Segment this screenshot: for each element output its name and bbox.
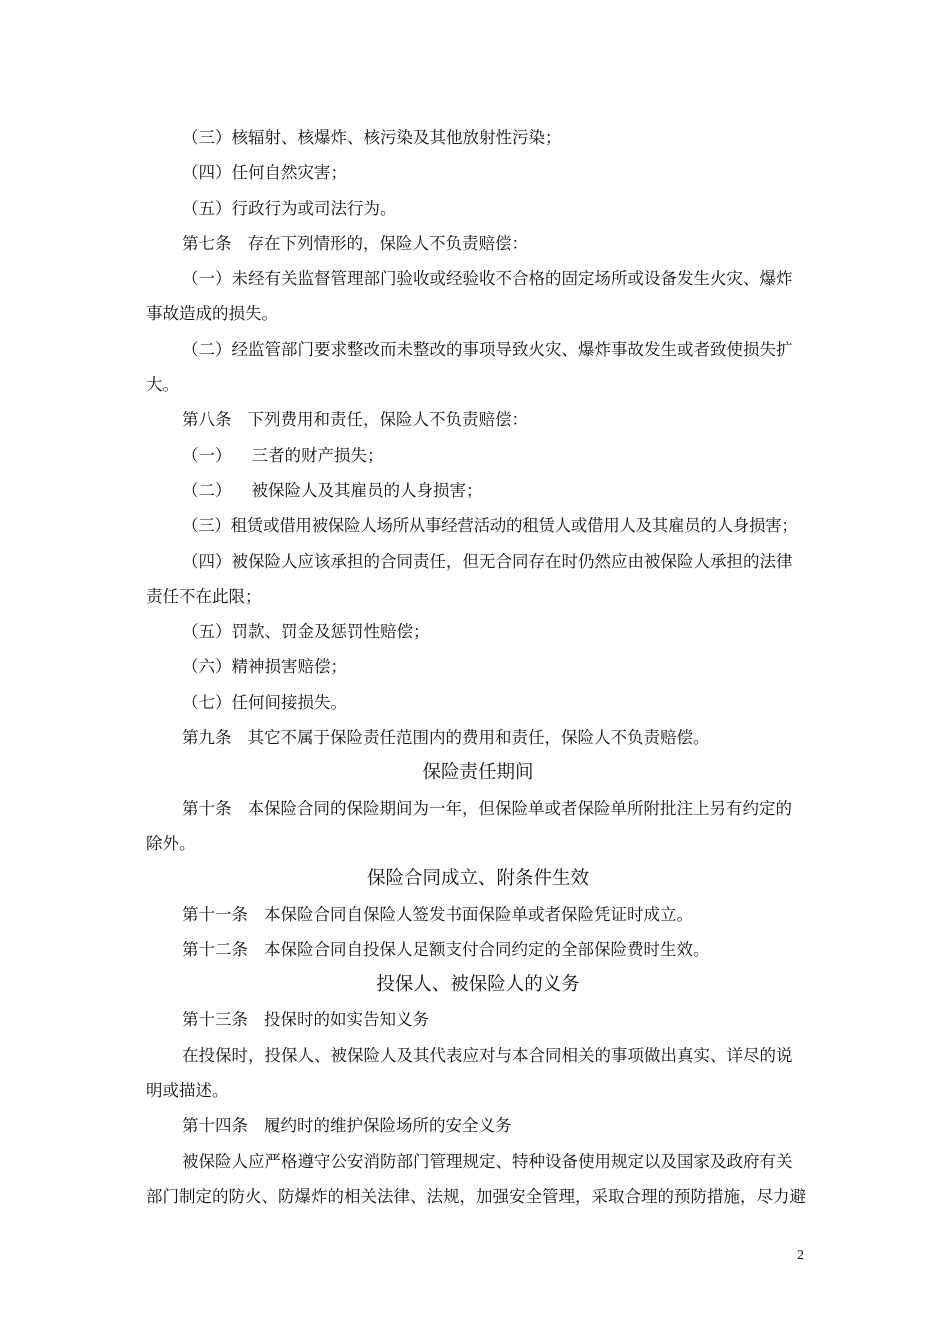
article-text: 履约时的维护保险场所的安全义务 xyxy=(264,1116,512,1136)
article-line xyxy=(146,226,810,261)
article-text: 本保险合同自投保人足额支付合同约定的全部保险费时生效。 xyxy=(264,939,710,959)
article-number: 第十三条 xyxy=(182,1010,248,1030)
paragraph-line: （二）经监管部门要求整改而未整改的事项导致火灾、爆炸事故发生或者致使损失扩 xyxy=(182,339,793,359)
list-text: 被保险人及其雇员的人身损害； xyxy=(251,480,483,500)
paragraph-line: 明或描述。 xyxy=(146,1081,229,1101)
article-number: 第八条 xyxy=(182,410,232,430)
list-text: 三者的财产损失； xyxy=(251,445,384,465)
article-number: 第九条 xyxy=(182,728,232,748)
list-item-line xyxy=(146,438,810,473)
article-text: 存在下列情形的，保险人不负责赔偿： xyxy=(247,233,528,253)
paragraph-line: 在投保时，投保人、被保险人及其代表应对与本合同相关的事项做出真实、详尽的说 xyxy=(182,1045,793,1065)
article-number: 第十条 xyxy=(182,798,232,818)
article-text: 其它不属于保险责任范围内的费用和责任，保险人不负责赔偿。 xyxy=(247,728,710,748)
article-text: 投保时的如实告知义务 xyxy=(264,1010,429,1030)
paragraph-line: （三）核辐射、核爆炸、核污染及其他放射性污染； xyxy=(182,128,562,147)
article-text: 本保险合同的保险期间为一年，但保险单或者保险单所附批注上另有约定的 xyxy=(247,798,792,818)
list-marker: （二） xyxy=(182,480,232,500)
list-marker: （一） xyxy=(182,445,232,465)
article-number: 第十四条 xyxy=(182,1116,248,1136)
article-line xyxy=(146,720,810,755)
paragraph-line: 被保险人应严格遵守公安消防部门管理规定、特种设备使用规定以及国家及政府有关 xyxy=(182,1151,793,1171)
article-text: 本保险合同自保险人签发书面保险单或者保险凭证时成立。 xyxy=(264,904,693,924)
paragraph-line: 事故造成的损失。 xyxy=(146,304,278,324)
article-text: 下列费用和责任，保险人不负责赔偿： xyxy=(247,410,528,430)
paragraph-line: （四）任何自然灾害； xyxy=(182,163,347,183)
article-number: 第七条 xyxy=(182,233,232,253)
paragraph-line: 部门制定的防火、防爆炸的相关法律、法规，加强安全管理，采取合理的预防措施，尽力避 xyxy=(146,1186,806,1206)
paragraph-line: （四）被保险人应该承担的合同责任，但无合同存在时仍然应由被保险人承担的法律 xyxy=(182,551,793,571)
article-number: 第十二条 xyxy=(182,939,248,959)
article-line xyxy=(146,402,810,437)
paragraph-line: （六）精神损害赔偿； xyxy=(182,657,347,677)
section-heading: 保险合同成立、附条件生效 xyxy=(366,868,589,890)
paragraph-line: （三）租赁或借用被保险人场所从事经营活动的租赁人或借用人及其雇员的人身损害； xyxy=(182,516,798,536)
paragraph-line: （一）未经有关监督管理部门验收或经验收不合格的固定场所或设备发生火灾、爆炸 xyxy=(182,269,793,289)
article-line xyxy=(146,1002,810,1037)
section-heading: 保险责任期间 xyxy=(422,762,534,784)
article-line xyxy=(146,897,810,932)
paragraph-line: 除外。 xyxy=(146,833,196,853)
document-body xyxy=(146,120,810,1214)
paragraph-line: （五）行政行为或司法行为。 xyxy=(182,198,397,218)
list-item-line xyxy=(146,473,810,508)
article-line xyxy=(146,791,810,826)
article-number: 第十一条 xyxy=(182,904,248,924)
paragraph-line: （五）罚款、罚金及惩罚性赔偿； xyxy=(182,622,430,642)
paragraph-line: 大。 xyxy=(146,375,179,395)
page-number: 2 xyxy=(797,1248,804,1263)
paragraph-line: 责任不在此限； xyxy=(146,586,262,606)
article-line xyxy=(146,1108,810,1143)
paragraph-line: （七）任何间接损失。 xyxy=(182,692,347,712)
section-heading: 投保人、被保险人的义务 xyxy=(376,974,580,996)
article-line xyxy=(146,932,810,967)
